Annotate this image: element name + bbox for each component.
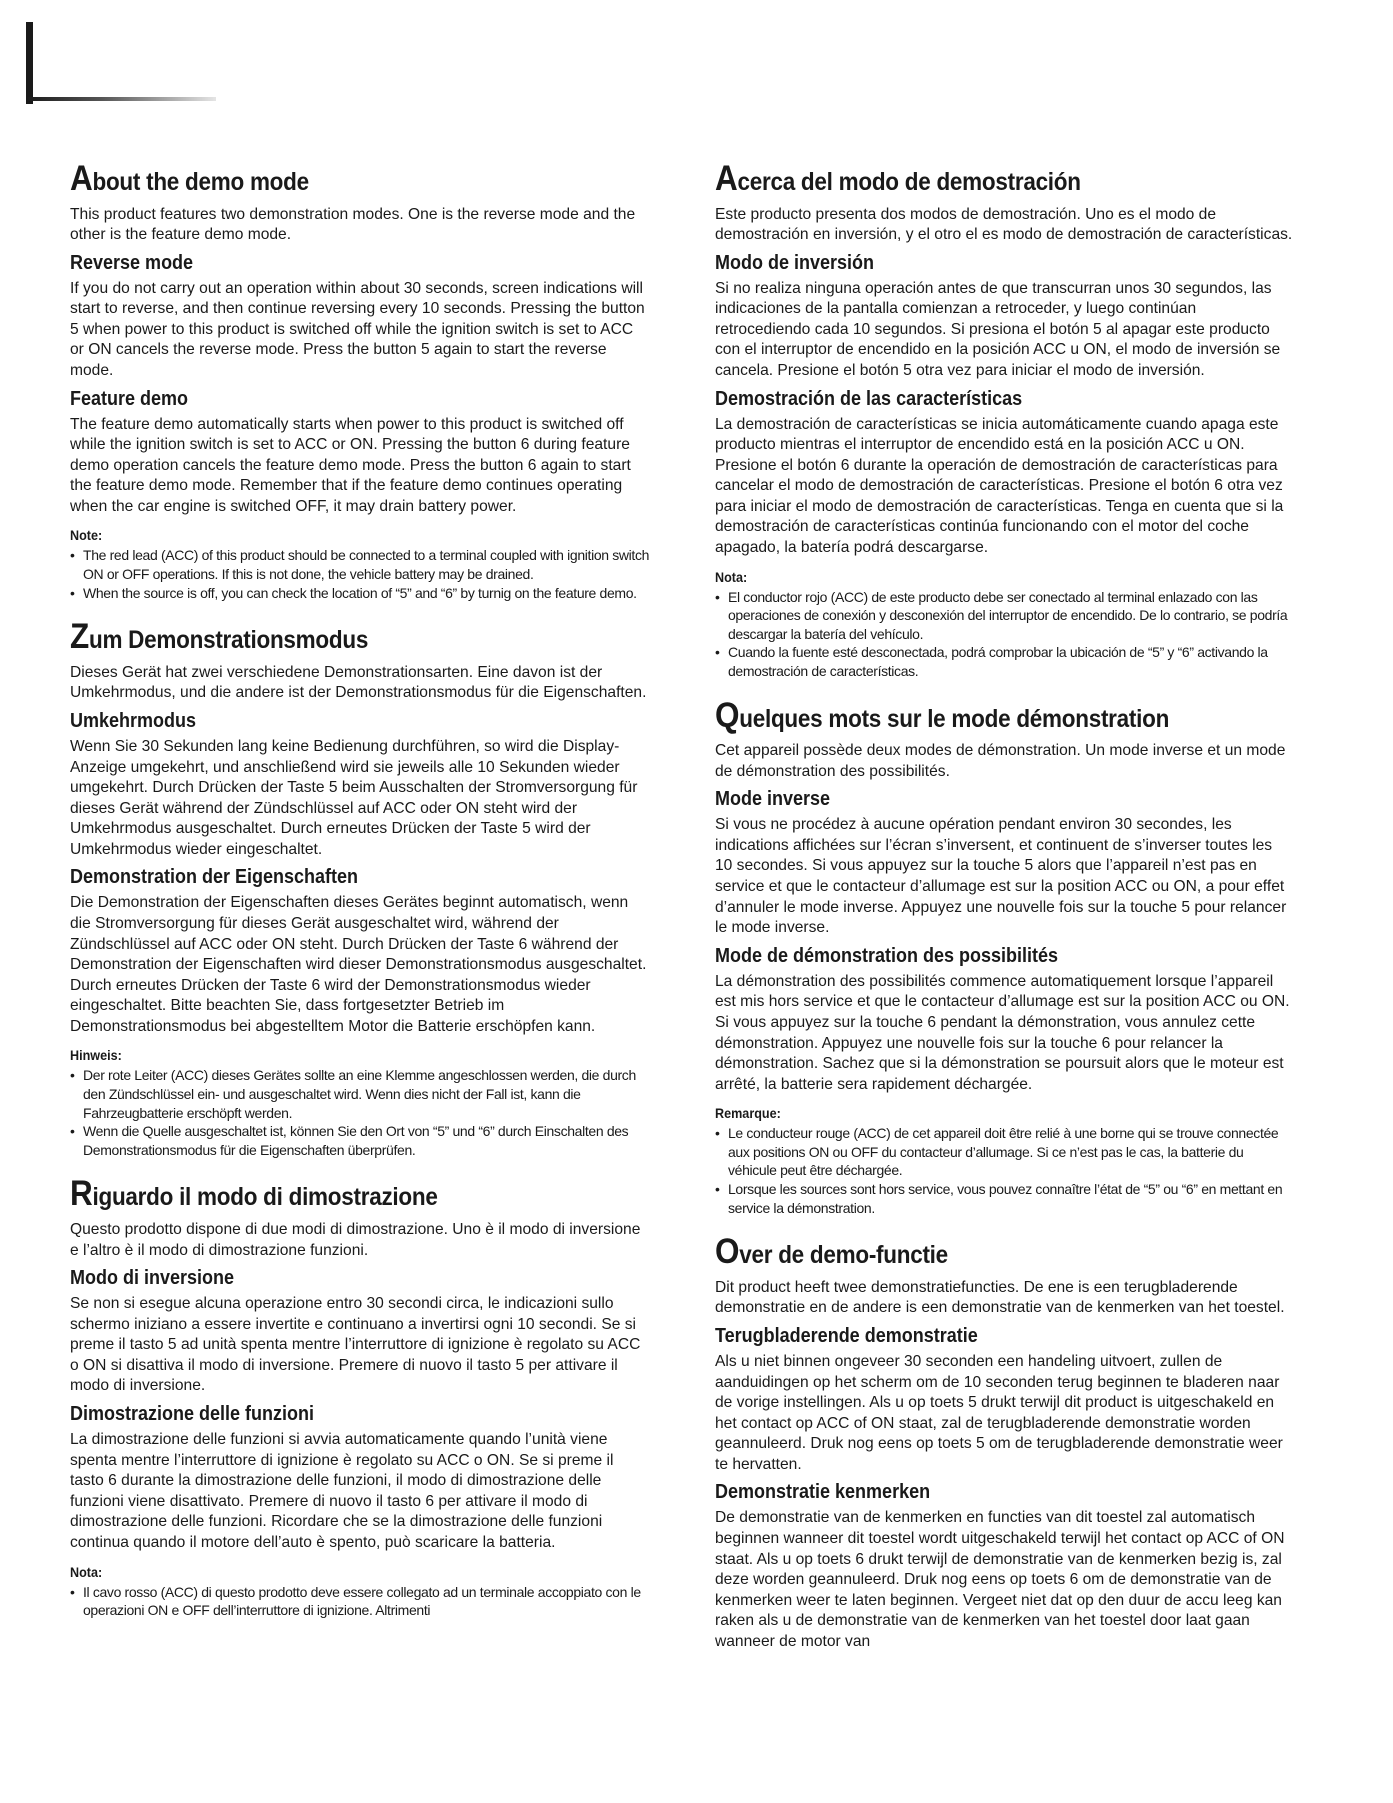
subsection-title: Terugbladerende demonstratie [715, 1324, 978, 1347]
section-intro: Dit product heeft twee demonstratiefuncties. De ene is een terugbladerende demonstratie en de andere is een demonstratie van de kenmerken van het toestel. [715, 1278, 1285, 1317]
section-title: Riguardo il modo di dimostrazione [70, 1174, 438, 1214]
subsection-text: Si no realiza ninguna operación antes de que transcurran unos 30 segundos, las indicaciones de la pantalla comienzan a retroceder, y luego continúan retrocediendo cada 10 segundos. Si presiona el botón 5 al apagar este producto con el interruptor de encendido en la posición ACC u ON, el modo de inversión se cancela. Presione el botón 5 otra vez para iniciar el modo de inversión. [715, 279, 1281, 379]
note-list [70, 1066, 650, 1159]
note-label: Remarque: [715, 1105, 781, 1122]
subsection-title: Reverse mode [70, 251, 194, 274]
section-intro: Questo prodotto dispone di due modi di dimostrazione. Uno è il modo di inversione e l’altro è il modo di dimostrazione funzioni. [70, 1220, 641, 1259]
subsection-title: Modo di inversione [70, 1267, 235, 1290]
note-item: • The red lead (ACC) of this product should be connected to a terminal coupled with ignition switch ON or OFF operations. If this is not done, the vehicle battery may be drained. [70, 546, 650, 583]
section-de [70, 618, 650, 1159]
section-it [70, 1175, 650, 1619]
right-column [715, 160, 1293, 1652]
subsection-text: Wenn Sie 30 Sekunden lang keine Bedienung durchführen, so wird die Display-Anzeige umgekehrt, und anschließend wird sie jeweils alle 10 Sekunden wieder umgekehrt. Durch Drücken der Taste 5 beim Ausschalten der Stromversorgung für dieses Gerät während der Zündschlüssel auf ACC oder ON steht wird der Umkehrmodus ausgeschaltet. Durch erneutes Drücken der Taste 5 wird der Umkehrmodus wieder eingeschaltet. [70, 737, 638, 858]
note-item: • Le conducteur rouge (ACC) de cet appareil doit être relié à une borne qui se trouve connectée aux positions ON ou OFF du contacteur d’allumage. Si ce n’est pas le cas, la batterie du véhicule peut être déchargée. [715, 1124, 1293, 1180]
note-label: Note: [70, 527, 103, 544]
section-intro: Este producto presenta dos modos de demostración. Uno es el modo de demostración en inversión, y el otro el es modo de demostración de características. [715, 205, 1293, 244]
section-title: Quelques mots sur le mode démonstration [715, 695, 1170, 735]
subsection-title: Demonstration der Eigenschaften [70, 866, 359, 889]
note-item: • Wenn die Quelle ausgeschaltet ist, können Sie den Ort von “5” und “6” durch Einschalten des Demonstrationsmodus für die Eigenschaften überprüfen. [70, 1122, 650, 1159]
subsection-title: Feature demo [70, 387, 189, 410]
subsection-text: La demostración de características se inicia automáticamente cuando apaga este producto mientras el interruptor de encendido está en la posición ACC u ON. Presione el botón 6 durante la operación de demostración de características para cancelar el modo de demostración de características. Presione el botón 6 otra vez para iniciar el modo de demostración de características. Tenga en cuenta que si la demostración de características continúa funcionando con el motor del coche apagado, la batería podrá descargarse. [715, 415, 1284, 557]
subsection-title: Demonstratie kenmerken [715, 1481, 931, 1504]
subsection-text: La démonstration des possibilités commence automatiquement lorsque l’appareil est mis hors service et que le contacteur d’allumage est sur la position ACC ou ON. Si vous appuyez sur la touche 6 pendant la démonstration, vous annulez cette démonstration. Appuyez une nouvelle fois sur la touche 6 pour relancer la démonstration. Sachez que si la démonstration se poursuit alors que le moteur est arrêté, la batterie sera rapidement déchargée. [715, 972, 1290, 1093]
note-item: • Cuando la fuente esté desconectada, podrá comprobar la ubicación de “5” y “6” activando la demostración de características. [715, 643, 1293, 680]
section-intro: This product features two demonstration modes. One is the reverse mode and the other is the feature demo mode. [70, 205, 636, 244]
subsection-title: Modo de inversión [715, 251, 875, 274]
note-label: Nota: [715, 568, 748, 585]
subsection-text: Die Demonstration der Eigenschaften dieses Gerätes beginnt automatisch, wenn die Stromversorgung für dieses Gerät ausgeschaltet wird, während der Zündschlüssel auf ACC oder ON steht. Durch Drücken der Taste 6 während der Demonstration der Eigenschaften wird dieser Demonstrationsmodus ausgeschaltet. Durch erneutes Drücken der Taste 6 wird der Demonstrationsmodus wieder eingeschaltet. Bitte beachten Sie, dass fortgesetzter Betrieb im Demonstrationsmodus bei abgestelltem Motor die Batterie erschöpfen kann. [70, 894, 647, 1035]
note-item: • El conductor rojo (ACC) de este producto debe ser conectado al terminal enlazado con las operaciones de conexión y desconexión del interruptor de encendido. De lo contrario, se podría descargar la batería del vehículo. [715, 588, 1293, 644]
subsection-text: Als u niet binnen ongeveer 30 seconden een handeling uitvoert, zullen de aanduidingen op het scherm om de 10 seconden terug beginnen te bladeren naar de vorige instellingen. Als u op toets 5 drukt terwijl dit product is uitgeschakeld en het contact op ACC of ON staat, zal de terugbladerende demonstratie worden geannuleerd. Druk nog eens op toets 5 om de terugbladerende demonstratie weer te hervatten. [715, 1352, 1283, 1473]
note-label: Nota: [70, 1563, 103, 1580]
crop-mark-vertical [26, 22, 33, 104]
subsection-title: Umkehrmodus [70, 709, 197, 732]
note-list [70, 546, 650, 602]
section-fr [715, 697, 1293, 1218]
subsection-title: Mode de démonstration des possibilités [715, 944, 1059, 967]
section-intro: Dieses Gerät hat zwei verschiedene Demonstrationsarten. Eine davon ist der Umkehrmodus, und die andere ist der Demonstrationsmodus für die Eigenschaften. [70, 663, 647, 702]
section-es [715, 160, 1293, 681]
note-item: • Il cavo rosso (ACC) di questo prodotto deve essere collegato ad un terminale accoppiato con le operazioni ON e OFF dell’interruttore di ignizione. Altrimenti [70, 1583, 650, 1620]
subsection-text: Si vous ne procédez à aucune opération pendant environ 30 secondes, les indications affichées sur l’écran s’inversent, et continuent de s’inverser toutes les 10 secondes. Si vous appuyez sur la touche 5 alors que l’appareil n’est pas en service et que le contacteur d’allumage est sur la position ACC ou ON, a pour effet d’annuler le mode inverse. Appuyez une nouvelle fois sur la touche 5 pour relancer le mode inverse. [715, 816, 1287, 937]
subsection-title: Dimostrazione delle funzioni [70, 1403, 315, 1426]
section-title: Acerca del modo de demostración [715, 159, 1081, 198]
note-list [715, 1124, 1293, 1217]
note-item: • Der rote Leiter (ACC) dieses Gerätes sollte an eine Klemme angeschlossen werden, die durch den Zündschlüssel ein- und ausgeschaltet wird. Wenn dies nicht der Fall ist, kann die Fahrzeugbatterie erschöpft werden. [70, 1066, 650, 1122]
section-title: Over de demo-functie [715, 1232, 948, 1272]
note-list [715, 588, 1293, 681]
subsection-text: If you do not carry out an operation within about 30 seconds, screen indications will start to reverse, and then continue reversing every 10 seconds. Pressing the button 5 when power to this product is switched off while the ignition switch is set to ACC or ON cancels the reverse mode. Press the button 5 again to start the reverse mode. [70, 279, 645, 379]
section-intro: Cet appareil possède deux modes de démonstration. Un mode inverse et un mode de démonstration des possibilités. [715, 742, 1286, 780]
subsection-title: Mode inverse [715, 788, 831, 811]
subsection-text: La dimostrazione delle funzioni si avvia automaticamente quando l’unità viene spenta mentre l’interruttore di ignizione è regolato su ACC o ON. Se si preme il tasto 6 durante la dimostrazione delle funzioni, il modo di dimostrazione delle funzioni viene disattivato. Premere di nuovo il tasto 6 per attivare il modo di dimostrazione delle funzioni. Ricordare che se la dimostrazione delle funzioni continua quando il motore dell’auto è spento, può scaricare la batteria. [70, 1431, 614, 1551]
subsection-text: The feature demo automatically starts when power to this product is switched off while the ignition switch is set to ACC or ON. Pressing the button 6 during feature demo operation cancels the feature demo mode. Press the button 6 again to start the feature demo mode. Remember that if the feature demo continues operating when the car engine is switched OFF, it may drain battery power. [70, 415, 631, 515]
crop-mark-horizontal [26, 97, 216, 101]
section-title: About the demo mode [70, 159, 309, 198]
note-label: Hinweis: [70, 1047, 122, 1064]
subsection-text: De demonstratie van de kenmerken en functies van dit toestel zal automatisch beginnen wanneer dit toestel wordt uitgeschakeld terwijl het contact op ACC of ON staat. Als u op toets 6 drukt terwijl de demonstratie van de kenmerken bezig is, zal deze worden geannuleerd. Druk nog eens op toets 6 om de demonstratie van de kenmerken weer te laten beginnen. Vergeet niet dat op den duur de accu leeg kan raken als u de demonstratie van de kenmerken van het toestel door laat gaan wanneer de motor van [715, 1509, 1285, 1650]
subsection-text: Se non si esegue alcuna operazione entro 30 secondi circa, le indicazioni sullo schermo iniziano a essere invertite e continuano a invertirsi ogni 10 secondi. Se si preme il tasto 5 ad unità spenta mentre l’interruttore di ignizione è regolato su ACC o ON si disattiva il modo di inversione. Premere di nuovo il tasto 5 per attivare il modo di inversione. [70, 1295, 641, 1395]
section-title: Zum Demonstrationsmodus [70, 617, 369, 657]
note-list [70, 1583, 650, 1620]
note-item: • Lorsque les sources sont hors service, vous pouvez connaître l’état de “5” ou “6” en mettant en service la démonstration. [715, 1180, 1293, 1217]
subsection-title: Demostración de las características [715, 387, 1023, 410]
note-item: • When the source is off, you can check the location of “5” and “6” by turnig on the feature demo. [70, 584, 650, 603]
section-nl [715, 1233, 1293, 1652]
section-en [70, 160, 650, 602]
left-column [70, 160, 650, 1620]
